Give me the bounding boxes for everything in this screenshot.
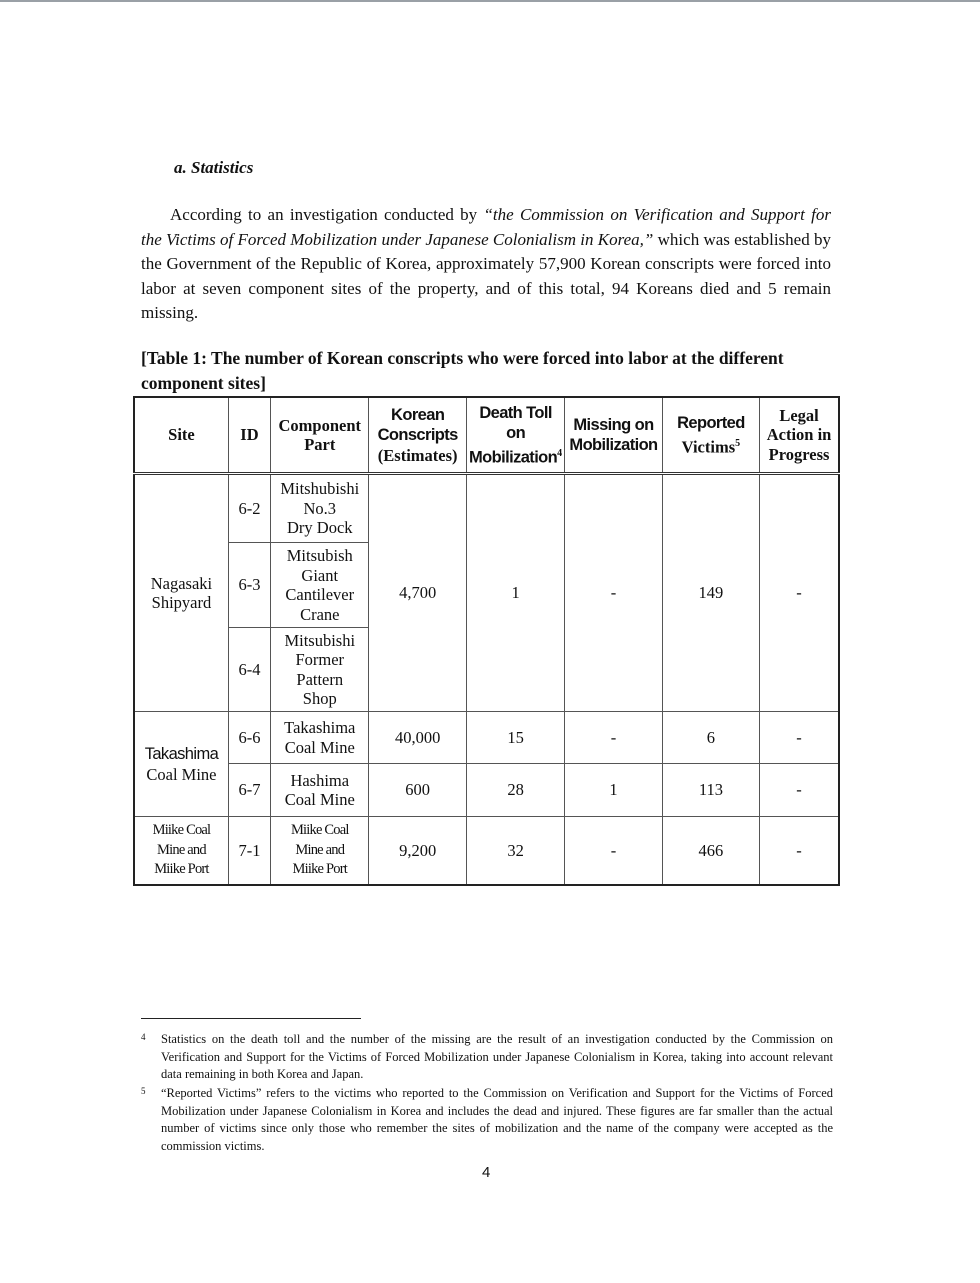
cell-death-toll: 28 xyxy=(466,764,564,817)
footnote-text: “Reported Victims” refers to the victims who reported to the Commission on Verification and Support for the Victims of Forced Mobilization under Japanese Colonialism in Korea and includes the dead and injured. These figures are far smaller than the actual number of victims since only those who remember the sites of mobilization and the name of the company were accepted as the commission victims. xyxy=(161,1086,833,1153)
cell-legal-action: - xyxy=(760,764,839,817)
header-reported-victims: Reported Victims$^5$ xyxy=(662,397,759,474)
table-row xyxy=(134,474,839,543)
cell-reported-victims: 466 xyxy=(662,817,759,885)
footnote-5 xyxy=(141,1085,833,1155)
cell-id: 6-6 xyxy=(228,712,270,764)
cell-conscripts: 4,700 xyxy=(369,474,466,712)
header-id: ID xyxy=(228,397,270,474)
cell-component-part: Mitsubishi Former Pattern Shop xyxy=(271,628,369,712)
cell-reported-victims: 149 xyxy=(662,474,759,712)
footnote-marker: 4 xyxy=(141,1032,146,1042)
top-border-line xyxy=(0,0,980,2)
cell-legal-action: - xyxy=(760,712,839,764)
intro-paragraph xyxy=(141,203,831,326)
table-row xyxy=(134,712,839,764)
cell-id: 7-1 xyxy=(228,817,270,885)
table-row xyxy=(134,764,839,817)
table-row xyxy=(134,817,839,885)
cell-conscripts: 600 xyxy=(369,764,466,817)
cell-missing: - xyxy=(565,817,662,885)
cell-id: 6-7 xyxy=(228,764,270,817)
cell-missing: 1 xyxy=(565,764,662,817)
footnote-marker: 5 xyxy=(141,1086,146,1096)
cell-id: 6-3 xyxy=(228,543,270,628)
cell-component-part: Miike Coal Mine and Miike Port xyxy=(271,817,369,885)
cell-missing: - xyxy=(565,474,662,712)
cell-reported-victims: 113 xyxy=(662,764,759,817)
header-legal-action: Legal Action in Progress xyxy=(760,397,839,474)
paragraph-commission-name: “the Commission on Verification and Support for the Victims of Forced Mobilization under Japanese Colonialism in Korea,” xyxy=(141,205,831,249)
cell-death-toll: 32 xyxy=(466,817,564,885)
table-caption: [Table 1: The number of Korean conscripts who were forced into labor at the different component sites] xyxy=(141,348,784,393)
header-component-part: Component Part xyxy=(271,397,369,474)
cell-site-miike: Miike Coal Mine and Miike Port xyxy=(134,817,228,885)
cell-id: 6-2 xyxy=(228,474,270,543)
section-heading: a. Statistics xyxy=(174,158,254,177)
cell-conscripts: 40,000 xyxy=(369,712,466,764)
cell-reported-victims: 6 xyxy=(662,712,759,764)
cell-component-part: Mitsubish Giant Cantilever Crane xyxy=(271,543,369,628)
cell-missing: - xyxy=(565,712,662,764)
footnote-separator xyxy=(141,1018,361,1019)
cell-site-takashima: Takashima Coal Mine xyxy=(134,712,228,817)
conscripts-table xyxy=(133,396,840,886)
cell-component-part: Mitshubishi No.3 Dry Dock xyxy=(271,474,369,543)
header-site: Site xyxy=(134,397,228,474)
cell-id: 6-4 xyxy=(228,628,270,712)
footnote-text: Statistics on the death toll and the number of the missing are the result of an investigation conducted by the Commission on Verification and Support for the Victims of Forced Mobilization under Japanese Colonialism in Korea, taking into account relevant data remaining in both Korea and Japan. xyxy=(161,1032,833,1081)
header-death-toll: Death Toll on Mobilization$^4$ xyxy=(466,397,564,474)
cell-death-toll: 1 xyxy=(466,474,564,712)
header-korean-conscripts: Korean Conscripts (Estimates) xyxy=(369,397,466,474)
table-header-row xyxy=(134,397,839,474)
header-missing: Missing on Mobilization xyxy=(565,397,662,474)
cell-legal-action: - xyxy=(760,474,839,712)
cell-conscripts: 9,200 xyxy=(369,817,466,885)
footnote-4 xyxy=(141,1031,833,1084)
paragraph-pre: According to an investigation conducted by xyxy=(170,205,484,224)
paragraph-post: which was established by the Government of the Republic of Korea, approximately 57,900 Korean conscripts were forced into labor at seven component sites of the property, and of this total, 94 Koreans died and 5 remain missing. xyxy=(141,229,831,322)
cell-component-part: Takashima Coal Mine xyxy=(271,712,369,764)
cell-site-nagasaki: Nagasaki Shipyard xyxy=(134,474,228,712)
cell-death-toll: 15 xyxy=(466,712,564,764)
cell-legal-action: - xyxy=(760,817,839,885)
cell-component-part: Hashima Coal Mine xyxy=(271,764,369,817)
page-number: 4 xyxy=(482,1164,491,1181)
